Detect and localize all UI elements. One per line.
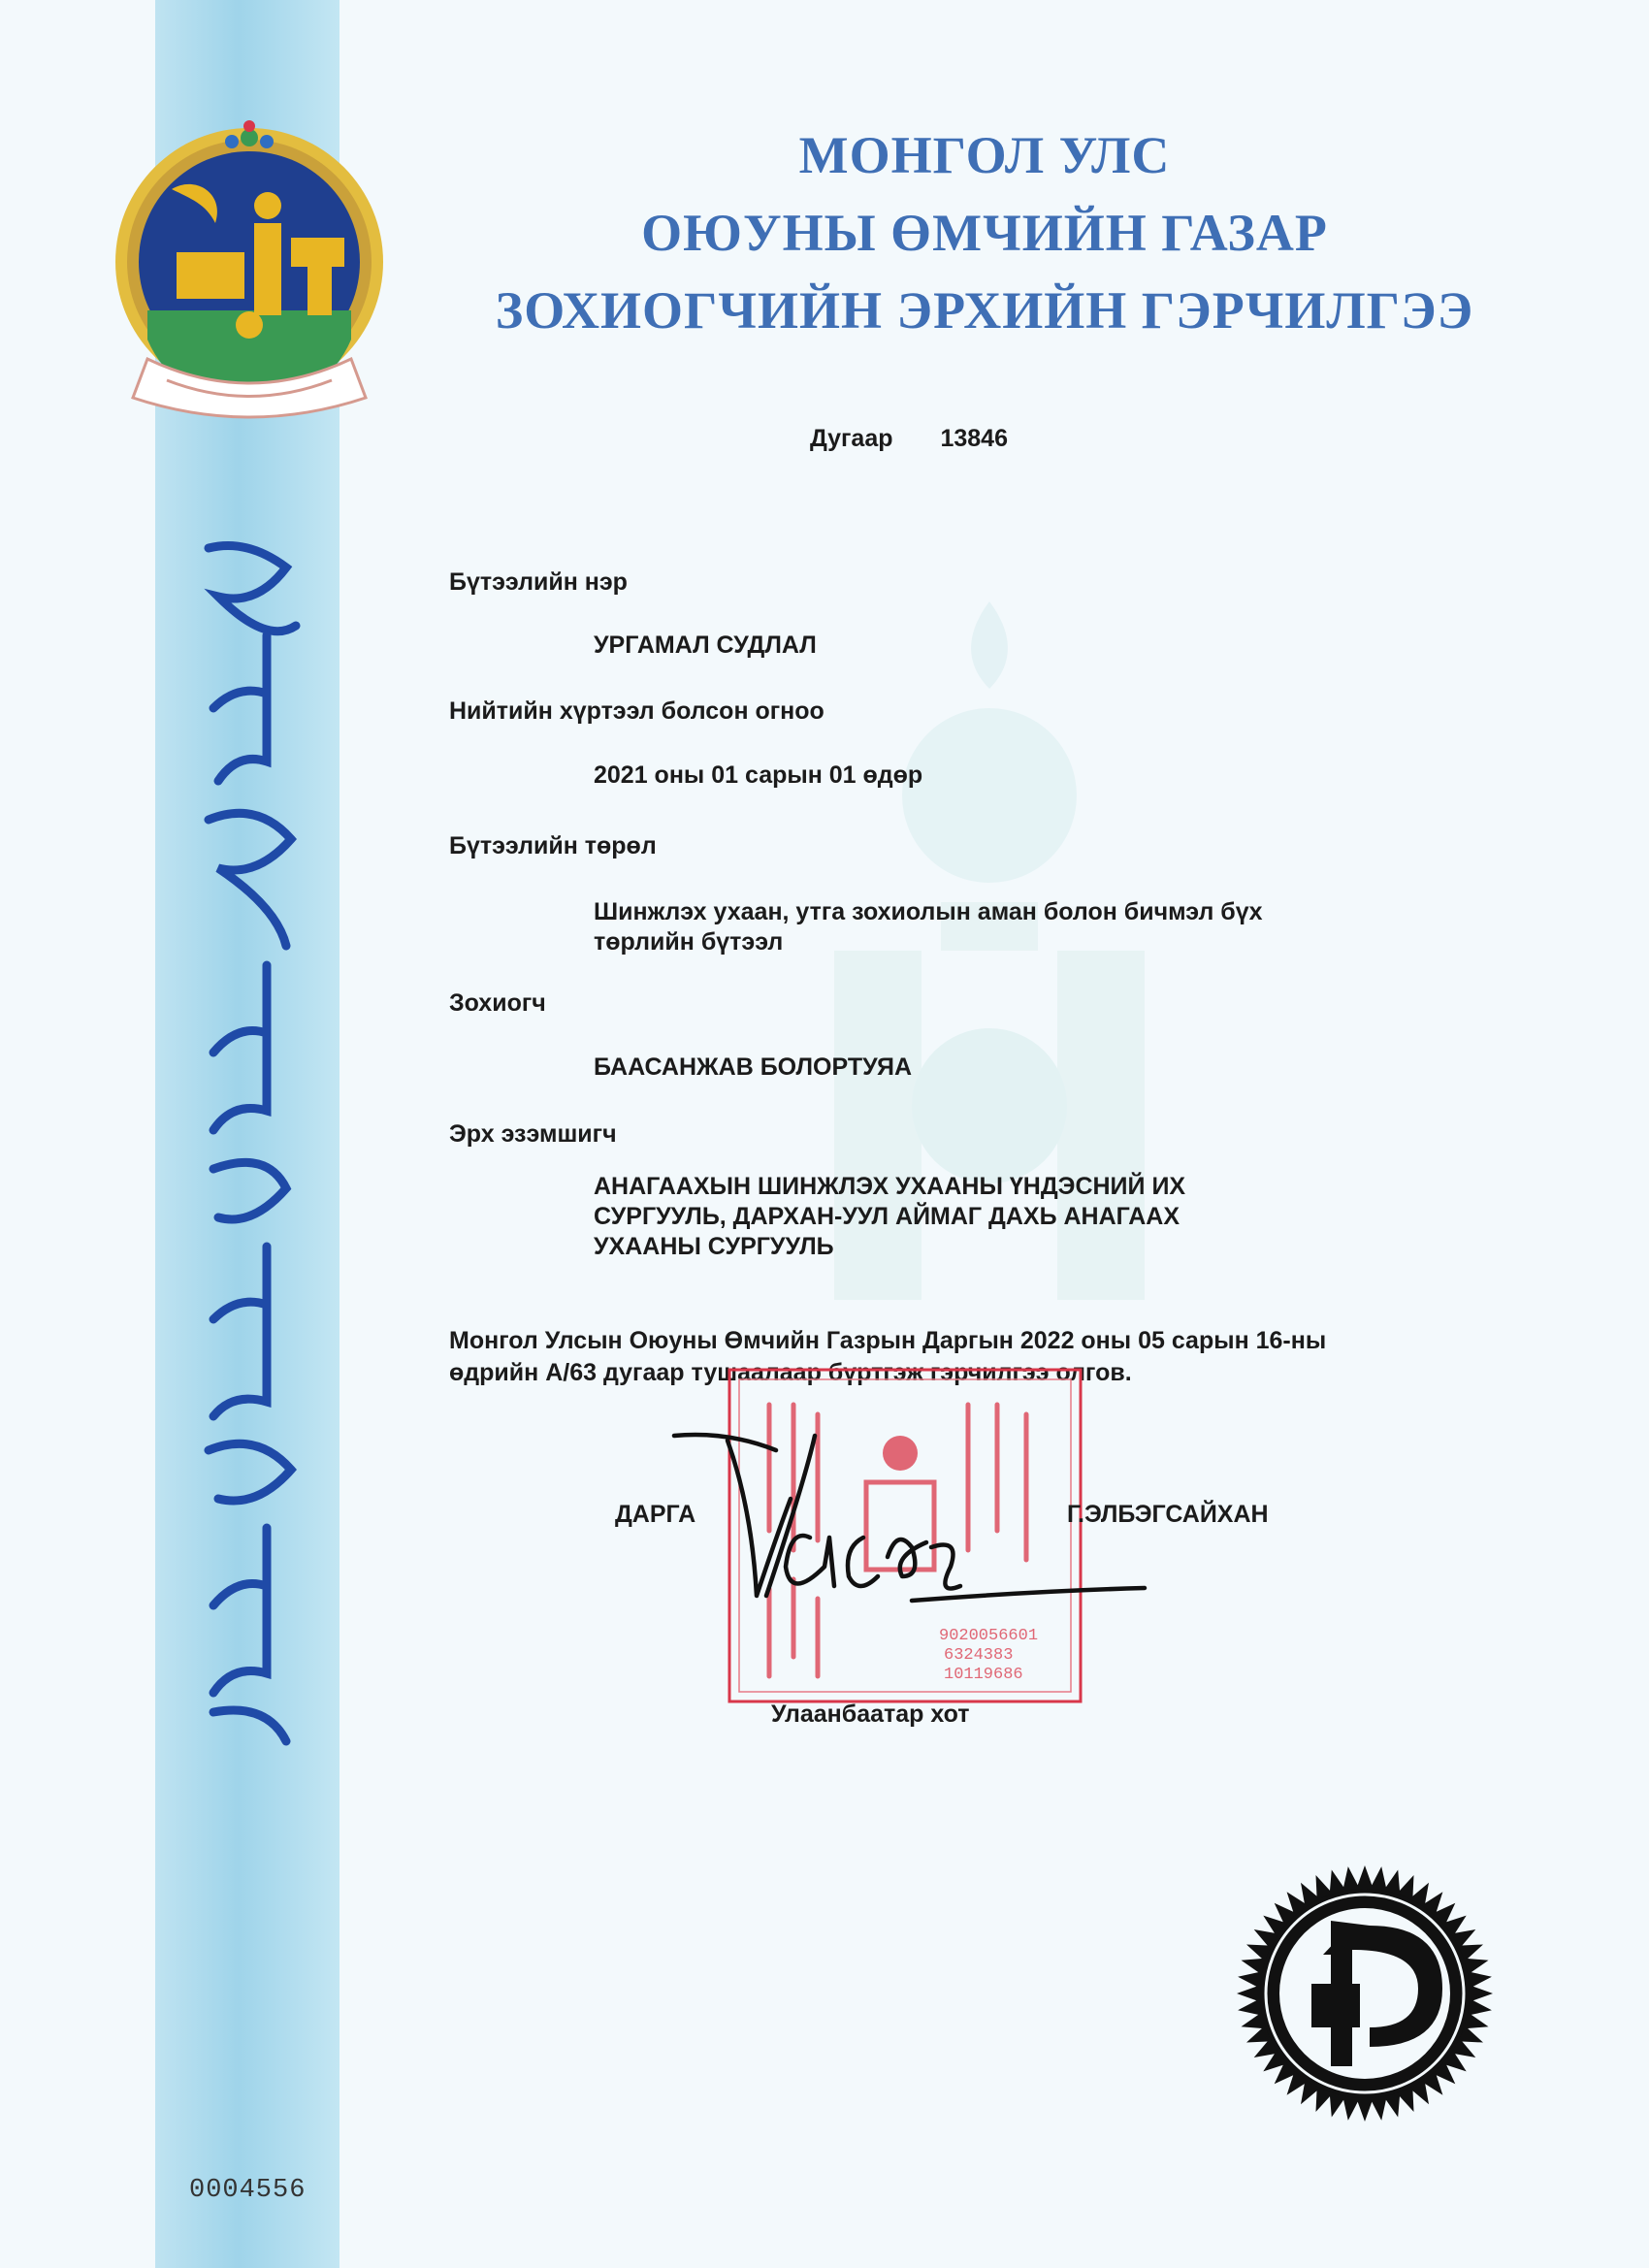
owner-line: УХААНЫ СУРГУУЛЬ [594, 1233, 834, 1260]
state-emblem-icon [109, 116, 390, 437]
signatory-name: Г.ЭЛБЭГСАЙХАН [1067, 1501, 1269, 1528]
handwritten-signature-icon [669, 1421, 1154, 1625]
stamp-code-line: 9020056601 [939, 1627, 1039, 1645]
ip-office-seal-icon [1234, 1863, 1496, 2124]
author-value: БААСАНЖАВ БОЛОРТУЯА [594, 1053, 913, 1081]
serial-number: 0004556 [189, 2176, 307, 2205]
certificate-number-value: 13846 [940, 425, 1008, 452]
title-agency: ОЮУНЫ ӨМЧИЙН ГАЗАР [641, 204, 1328, 262]
certificate-title [427, 116, 1542, 349]
signatory-title: ДАРГА [615, 1501, 696, 1528]
issue-city: Улаанбаатар хот [771, 1701, 970, 1728]
publish-date-label: Нийтийн хүртээл болсон огноо [449, 697, 824, 725]
publish-date-value: 2021 оны 01 сарын 01 өдөр [594, 761, 923, 789]
work-name-label: Бүтээлийн нэр [449, 568, 628, 596]
decree-line: өдрийн А/63 дугаар тушаалаар бүртгэж гэрчилгээ олгов. [449, 1359, 1132, 1386]
author-label: Зохиогч [449, 989, 546, 1017]
work-type-line: төрлийн бүтээл [594, 928, 784, 956]
owner-line: АНАГААХЫН ШИНЖЛЭХ УХААНЫ ҮНДЭСНИЙ ИХ [594, 1173, 1186, 1200]
certificate-number [810, 425, 1008, 453]
work-type-label: Бүтээлийн төрөл [449, 832, 657, 859]
owner-line: СУРГУУЛЬ, ДАРХАН-УУЛ АЙМАГ ДАХЬ АНАГААХ [594, 1203, 1180, 1230]
owner-value [594, 1172, 1185, 1262]
work-type-line: Шинжлэх ухаан, утга зохиолын аман болон бичмэл бүх [594, 898, 1263, 925]
mongolian-script-inscription-icon [179, 529, 315, 1770]
decree-line: Монгол Улсын Оюуны Өмчийн Газрын Даргын 2022 оны 05 сарын 16-ны [449, 1327, 1327, 1354]
stamp-code-line: 10119686 [944, 1666, 1023, 1684]
work-name-value: УРГАМАЛ СУДЛАЛ [594, 632, 817, 659]
work-type-value [594, 897, 1263, 957]
owner-label: Эрх эзэмшигч [449, 1120, 617, 1148]
title-document-type: ЗОХИОГЧИЙН ЭРХИЙН ГЭРЧИЛГЭЭ [495, 281, 1474, 340]
certificate-number-label: Дугаар [810, 425, 893, 452]
stamp-code-line: 6324383 [944, 1646, 1014, 1665]
title-country: МОНГОЛ УЛС [798, 126, 1171, 184]
